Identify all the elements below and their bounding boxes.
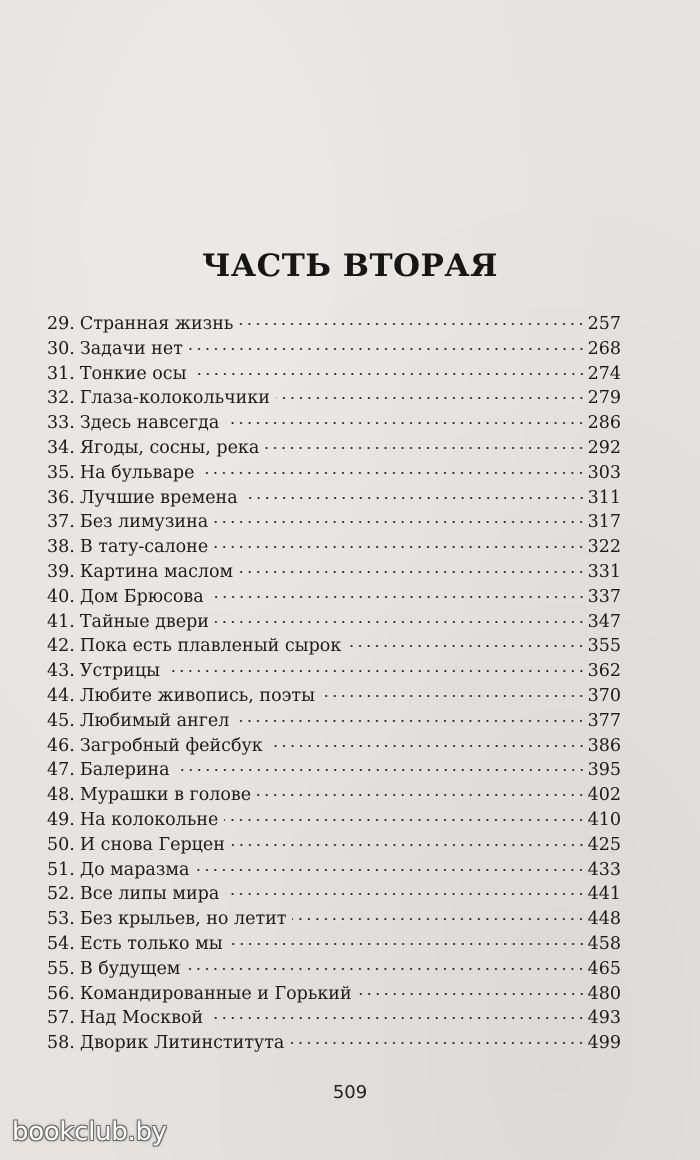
toc-entry-number: 34.	[47, 437, 75, 458]
toc-entry-page: 311	[587, 487, 621, 508]
toc-entry-title: Устрицы	[79, 661, 161, 682]
toc-leader-dots	[292, 918, 585, 920]
toc-entry-title: До маразма	[79, 859, 190, 880]
toc-entry	[47, 957, 621, 982]
toc-entry-number: 41.	[47, 611, 75, 632]
toc-entry-number: 38.	[47, 537, 75, 558]
toc-entry	[47, 386, 621, 411]
toc-entry-number: 40.	[47, 586, 75, 607]
toc-entry-page: 317	[587, 512, 621, 533]
toc-entry-number: 47.	[47, 760, 75, 781]
toc-entry	[47, 932, 621, 957]
toc-entry-number: 51.	[47, 859, 75, 880]
toc-entry	[47, 510, 621, 535]
toc-entry-title: Дворик Литинститута	[79, 1033, 285, 1054]
toc-leader-dots	[224, 819, 585, 821]
toc-leader-dots	[210, 596, 586, 598]
toc-entry-number: 31.	[47, 363, 75, 384]
toc-leader-dots	[239, 571, 585, 573]
toc-entry-title: Без лимузина	[79, 512, 209, 533]
toc-entry-title: Тайные двери	[79, 611, 209, 632]
toc-entry-page: 499	[587, 1033, 621, 1054]
toc-entry	[47, 362, 621, 387]
toc-entry	[47, 982, 621, 1007]
toc-entry-title: Глаза-колокольчики	[79, 388, 270, 409]
toc-leader-dots	[200, 472, 585, 474]
toc-leader-dots	[225, 893, 585, 895]
toc-entry-number: 36.	[47, 487, 75, 508]
toc-leader-dots	[189, 348, 586, 350]
toc-entry-title: Любимый ангел	[79, 710, 230, 731]
toc-leader-dots	[214, 521, 585, 523]
toc-entry-number: 49.	[47, 809, 75, 830]
toc-entry	[47, 337, 621, 362]
toc-entry	[47, 610, 621, 635]
toc-entry-number: 43.	[47, 661, 75, 682]
toc-entry-number: 56.	[47, 983, 75, 1004]
toc-leader-dots	[209, 1017, 585, 1019]
toc-entry	[47, 758, 621, 783]
toc-entry-page: 458	[587, 933, 621, 954]
toc-entry-title: На бульваре	[79, 462, 195, 483]
toc-entry	[47, 436, 621, 461]
toc-entry-number: 30.	[47, 338, 75, 359]
toc-entry	[47, 1006, 621, 1031]
toc-entry-title: Над Москвой	[79, 1008, 204, 1029]
toc-leader-dots	[193, 373, 586, 375]
table-of-contents	[47, 312, 621, 1056]
toc-entry-page: 395	[587, 760, 621, 781]
toc-entry-number: 54.	[47, 933, 75, 954]
toc-entry-title: Балерина	[79, 760, 170, 781]
toc-entry-title: Без крыльев, но летит	[79, 909, 287, 930]
toc-entry-page: 279	[587, 388, 621, 409]
toc-entry-title: Мурашки в голове	[79, 785, 252, 806]
toc-entry-page: 425	[587, 834, 621, 855]
toc-entry-title: Картина маслом	[79, 561, 234, 582]
toc-leader-dots	[239, 323, 585, 325]
toc-entry	[47, 312, 621, 337]
section-heading: ЧАСТЬ ВТОРАЯ	[202, 248, 498, 284]
toc-entry-page: 433	[587, 859, 621, 880]
toc-entry-page: 480	[587, 983, 621, 1004]
toc-leader-dots	[321, 695, 586, 697]
toc-leader-dots	[257, 794, 585, 796]
toc-entry	[47, 709, 621, 734]
toc-leader-dots	[195, 869, 585, 871]
toc-leader-dots	[244, 497, 586, 499]
toc-entry-number: 52.	[47, 884, 75, 905]
toc-entry-page: 322	[587, 537, 621, 558]
toc-leader-dots	[215, 621, 586, 623]
toc-entry-title: Есть только мы	[79, 933, 223, 954]
toc-leader-dots	[347, 645, 585, 647]
toc-entry-title: В тату-салоне	[79, 537, 209, 558]
watermark-logo: bookclub.by	[12, 1117, 167, 1147]
toc-entry	[47, 783, 621, 808]
toc-entry-title: И снова Герцен	[79, 834, 225, 855]
toc-entry-page: 441	[587, 884, 621, 905]
toc-entry	[47, 634, 621, 659]
toc-entry-number: 46.	[47, 735, 75, 756]
toc-entry-number: 29.	[47, 314, 75, 334]
toc-entry	[47, 585, 621, 610]
toc-leader-dots	[265, 447, 585, 449]
toc-entry	[47, 560, 621, 585]
toc-entry-title: Дом Брюсова	[79, 586, 204, 607]
toc-entry	[47, 858, 621, 883]
toc-entry-title: Все липы мира	[79, 884, 220, 905]
toc-leader-dots	[186, 968, 585, 970]
toc-entry-title: Пока есть плавленый сырок	[79, 636, 342, 657]
toc-leader-dots	[235, 720, 585, 722]
toc-entry-number: 32.	[47, 388, 75, 409]
toc-entry	[47, 734, 621, 759]
toc-entry-page: 274	[587, 363, 621, 384]
toc-entry	[47, 882, 621, 907]
toc-leader-dots	[214, 546, 585, 548]
toc-entry-page: 303	[587, 462, 621, 483]
toc-entry-title: Лучшие времена	[79, 487, 238, 508]
toc-entry	[47, 659, 621, 684]
toc-entry-title: Загробный фейсбук	[79, 735, 263, 756]
toc-entry	[47, 907, 621, 932]
toc-leader-dots	[225, 422, 585, 424]
toc-entry-title: В будущем	[79, 958, 181, 979]
toc-entry-number: 33.	[47, 413, 75, 434]
toc-entry-title: Задачи нет	[79, 338, 183, 359]
toc-leader-dots	[290, 1042, 585, 1044]
toc-entry-title: На колокольне	[79, 809, 219, 830]
toc-entry-page: 493	[587, 1008, 621, 1029]
toc-entry-title: Ягоды, сосны, река	[79, 437, 260, 458]
toc-entry-title: Командированные и Горький	[79, 983, 352, 1004]
toc-leader-dots	[231, 844, 586, 846]
toc-entry-number: 53.	[47, 909, 75, 930]
toc-entry-page: 286	[587, 413, 621, 434]
toc-leader-dots	[276, 397, 586, 399]
toc-entry	[47, 535, 621, 560]
toc-entry-title: Странная жизнь	[79, 314, 234, 334]
toc-entry-number: 37.	[47, 512, 75, 533]
toc-entry-number: 35.	[47, 462, 75, 483]
toc-entry-number: 48.	[47, 785, 75, 806]
toc-entry	[47, 461, 621, 486]
toc-entry-page: 402	[587, 785, 621, 806]
toc-entry-number: 39.	[47, 561, 75, 582]
toc-leader-dots	[166, 670, 586, 672]
toc-entry-page: 257	[587, 314, 621, 334]
toc-entry-title: Здесь навсегда	[79, 413, 220, 434]
toc-entry	[47, 1031, 621, 1056]
toc-entry-page: 337	[587, 586, 621, 607]
toc-entry-page: 377	[587, 710, 621, 731]
toc-entry	[47, 411, 621, 436]
toc-entry-page: 292	[587, 437, 621, 458]
toc-entry	[47, 808, 621, 833]
toc-entry-page: 347	[587, 611, 621, 632]
toc-entry-page: 362	[587, 661, 621, 682]
toc-entry-title: Тонкие осы	[79, 363, 187, 384]
toc-entry-page: 386	[587, 735, 621, 756]
toc-leader-dots	[176, 769, 586, 771]
toc-leader-dots	[358, 993, 586, 995]
toc-entry-page: 448	[587, 909, 621, 930]
toc-entry	[47, 833, 621, 858]
toc-leader-dots	[229, 943, 586, 945]
toc-leader-dots	[269, 745, 586, 747]
toc-entry-number: 50.	[47, 834, 75, 855]
page-number: 509	[332, 1082, 368, 1103]
toc-entry-title: Любите живопись, поэты	[79, 685, 316, 706]
toc-entry-page: 355	[587, 636, 621, 657]
toc-entry-page: 268	[587, 338, 621, 359]
toc-entry-page: 370	[587, 685, 621, 706]
toc-entry	[47, 684, 621, 709]
toc-entry-number: 45.	[47, 710, 75, 731]
toc-entry-page: 331	[587, 561, 621, 582]
toc-entry-number: 58.	[47, 1033, 75, 1054]
toc-entry-number: 42.	[47, 636, 75, 657]
toc-entry-number: 44.	[47, 685, 75, 706]
toc-entry-page: 410	[587, 809, 621, 830]
toc-entry	[47, 486, 621, 511]
toc-entry-page: 465	[587, 958, 621, 979]
toc-entry-number: 55.	[47, 958, 75, 979]
toc-entry-number: 57.	[47, 1008, 75, 1029]
